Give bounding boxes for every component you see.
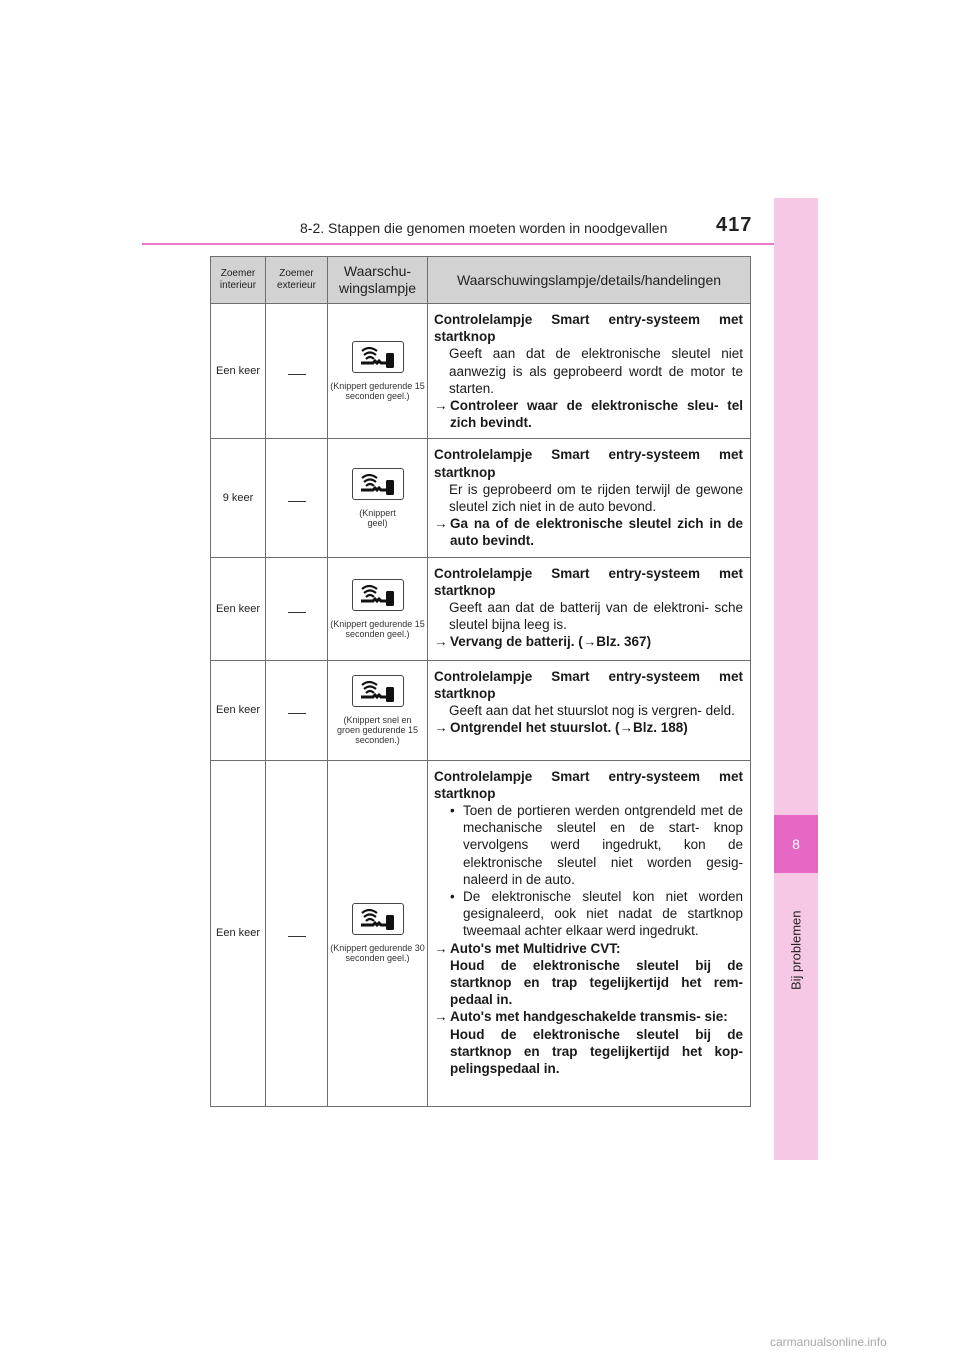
description-cell xyxy=(428,439,751,557)
lamp-caption: (Knippert gedurende 30 seconden geel.) xyxy=(330,943,425,964)
exterior-buzzer-none xyxy=(266,660,328,760)
chapter-number: 8 xyxy=(774,815,818,873)
table-row xyxy=(211,557,751,660)
lamp-caption: (Knippert gedurende 15 seconden geel.) xyxy=(330,618,425,639)
chapter-title: Bij problemen xyxy=(788,910,804,990)
dash xyxy=(288,612,306,613)
table-row xyxy=(211,304,751,439)
arrow-right-icon: → xyxy=(434,398,448,414)
warning-action xyxy=(434,515,743,549)
warning-light-cell xyxy=(328,304,428,439)
arrow-right-icon: → xyxy=(434,516,448,532)
header-details: Waarschuwingslampje/details/handelingen xyxy=(428,257,751,304)
dash xyxy=(288,374,306,375)
table-row xyxy=(211,760,751,1106)
table-row xyxy=(211,660,751,760)
action-text: Ga na of de elektronische sleutel zich in de auto bevindt. xyxy=(450,516,743,549)
warning-body: Er is geprobeerd om te rijden terwijl de gewone sleutel zich niet in de auto bevond. xyxy=(449,481,743,515)
smart-key-warning-icon xyxy=(352,579,404,611)
warning-body: Geeft aan dat de batterij van de elektroni- sche sleutel bijna leeg is. xyxy=(449,600,743,633)
table-row xyxy=(211,439,751,557)
action-text: Vervang de batterij. (→Blz. 367) xyxy=(450,634,652,650)
action-text: Ontgrendel het stuurslot. (→Blz. 188) xyxy=(450,720,688,736)
description-cell xyxy=(428,660,751,760)
warning-action xyxy=(434,1008,743,1077)
interior-buzzer-count: Een keer xyxy=(211,557,266,660)
exterior-buzzer-none xyxy=(266,304,328,439)
header-interior-buzzer: Zoemer interieur xyxy=(211,257,266,304)
description-cell xyxy=(428,557,751,660)
table-header-row xyxy=(211,257,751,304)
interior-buzzer-count: 9 keer xyxy=(211,439,266,557)
interior-buzzer-count: Een keer xyxy=(211,304,266,439)
arrow-right-icon: → xyxy=(434,634,448,650)
bullet-text: De elektronische sleutel kon niet worden gesignaleerd, ook niet nadat de startknop tweemaal achter elkaar werd ingedrukt. xyxy=(463,889,743,939)
page-number: 417 xyxy=(716,214,753,236)
action-text: Houd de elektronische sleutel bij de startknop en trap tegelijkertijd het kop- pelingspedaal in. xyxy=(450,1026,743,1077)
bullet-item xyxy=(434,888,743,940)
bullet-item xyxy=(434,802,743,888)
dash xyxy=(288,501,306,502)
action-text: Houd de elektronische sleutel bij de startknop en trap tegelijkertijd het rem- pedaal in. xyxy=(450,957,743,1008)
warning-table xyxy=(210,256,751,1107)
warning-light-cell xyxy=(328,760,428,1106)
smart-key-warning-icon xyxy=(352,675,404,707)
bullet-dot: • xyxy=(450,803,455,819)
warning-light-cell xyxy=(328,557,428,660)
arrow-right-icon: → xyxy=(434,720,448,736)
warning-action xyxy=(434,633,743,650)
chapter-side-tab xyxy=(774,198,818,1160)
action-label: Auto's met Multidrive CVT: xyxy=(450,940,621,956)
warning-action xyxy=(434,397,743,431)
warning-action xyxy=(434,940,743,1009)
dash xyxy=(288,713,306,714)
action-text: Controleer waar de elektronische sleu- tel zich bevindt. xyxy=(450,398,743,431)
smart-key-warning-icon xyxy=(352,903,404,935)
bullet-dot: • xyxy=(450,889,455,905)
exterior-buzzer-none xyxy=(266,557,328,660)
arrow-right-icon: → xyxy=(434,940,448,956)
header-warning-light: Waarschu- wingslampje xyxy=(328,257,428,304)
warning-title: Controlelampje Smart entry-systeem met startknop xyxy=(434,768,743,801)
header-rule xyxy=(142,243,790,245)
warning-action xyxy=(434,719,743,736)
description-cell xyxy=(428,760,751,1106)
section-title: 8-2. Stappen die genomen moeten worden in noodgevallen xyxy=(300,220,668,236)
lamp-caption: (Knippert geel) xyxy=(359,508,396,529)
header-exterior-buzzer: Zoemer exterieur xyxy=(266,257,328,304)
smart-key-warning-icon xyxy=(352,341,404,373)
exterior-buzzer-none xyxy=(266,760,328,1106)
dash xyxy=(288,936,306,937)
smart-key-warning-icon xyxy=(352,468,404,500)
warning-light-cell xyxy=(328,660,428,760)
warning-title: Controlelampje Smart entry-systeem met startknop xyxy=(434,668,743,701)
bullet-text: Toen de portieren werden ontgrendeld met de mechanische sleutel en de start- knop vervolgens werd ingedrukt, kon de elektronische sleutel niet worden gesig- naleerd in de auto. xyxy=(463,803,743,887)
warning-title: Controlelampje Smart entry-systeem met startknop xyxy=(434,312,743,345)
watermark: carmanualsonline.info xyxy=(770,1335,887,1349)
warning-title: Controlelampje Smart entry-systeem met startknop xyxy=(434,447,743,480)
exterior-buzzer-none xyxy=(266,439,328,557)
warning-light-cell xyxy=(328,439,428,557)
lamp-caption: (Knippert snel en groen gedurende 15 seconden.) xyxy=(336,715,419,746)
description-cell xyxy=(428,304,751,439)
lamp-caption: (Knippert gedurende 15 seconden geel.) xyxy=(330,381,425,402)
warning-body: Geeft aan dat de elektronische sleutel niet aanwezig is als geprobeerd wordt de motor te starten. xyxy=(449,346,743,396)
arrow-right-icon: → xyxy=(434,1009,448,1025)
interior-buzzer-count: Een keer xyxy=(211,760,266,1106)
interior-buzzer-count: Een keer xyxy=(211,660,266,760)
warning-title: Controlelampje Smart entry-systeem met startknop xyxy=(434,565,743,598)
action-label: Auto's met handgeschakelde transmis- sie: xyxy=(450,1009,728,1025)
warning-body: Geeft aan dat het stuurslot nog is vergren- deld. xyxy=(449,703,735,719)
